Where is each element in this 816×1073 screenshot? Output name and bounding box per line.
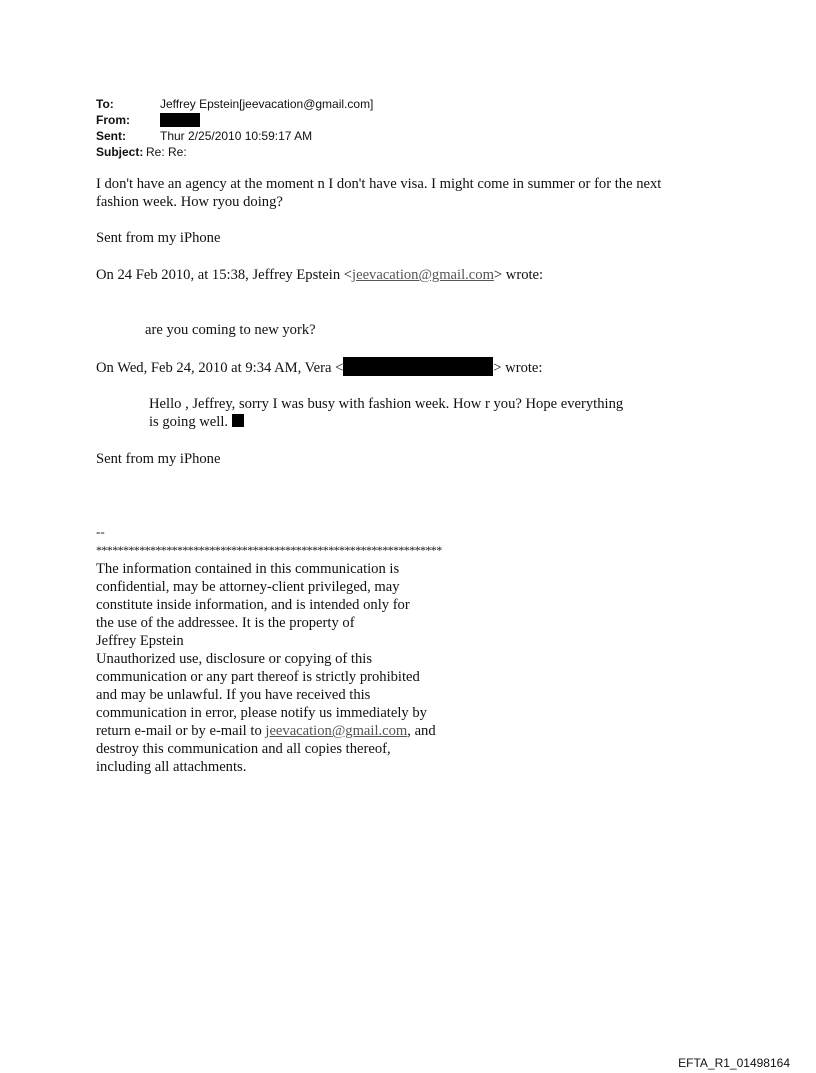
quote1-email-link[interactable]: jeevacation@gmail.com: [352, 267, 494, 283]
body-line-2: fashion week. How ryou doing?: [96, 194, 283, 210]
disclaimer-line-4: the use of the addressee. It is the property of: [96, 615, 355, 631]
quote2-prefix: On Wed, Feb 24, 2010 at 9:34 AM, Vera <: [96, 360, 344, 376]
email-header: [96, 96, 373, 160]
disclaimer-line-10-prefix: return e-mail or by e-mail to: [96, 723, 266, 739]
disclaimer-dashes: --: [96, 524, 105, 539]
disclaimer-stars: ****************************************************************: [96, 543, 442, 557]
from-label: From:: [96, 113, 130, 127]
inline-redaction: [232, 414, 244, 427]
disclaimer-line-10-suffix: , and: [407, 723, 436, 739]
signature-2: Sent from my iPhone: [96, 451, 221, 467]
sent-label: Sent:: [96, 129, 126, 143]
body-paragraph: [96, 175, 661, 211]
sent-row: [96, 128, 373, 144]
disclaimer-line-3: constitute inside information, and is intended only for: [96, 597, 410, 613]
disclaimer-text: [96, 560, 436, 776]
quote2-suffix: > wrote:: [493, 360, 543, 376]
quote2-line-2: [149, 413, 623, 431]
disclaimer-line-8: and may be unlawful. If you have received this: [96, 687, 371, 703]
disclaimer-line-12: including all attachments.: [96, 759, 247, 775]
disclaimer-line-10: [96, 722, 436, 740]
disclaimer-line-5: Jeffrey Epstein: [96, 633, 184, 649]
quote2-attribution: [96, 357, 542, 377]
from-redaction: [160, 113, 200, 127]
disclaimer-email-link[interactable]: jeevacation@gmail.com: [265, 723, 408, 739]
quote1-text: are you coming to new york?: [145, 322, 316, 338]
quote1-prefix: On 24 Feb 2010, at 15:38, Jeffrey Epstein <: [96, 267, 353, 283]
subject-row: [96, 144, 373, 160]
signature-1: Sent from my iPhone: [96, 230, 221, 246]
subject-label: Subject:: [96, 145, 144, 159]
disclaimer-line-7: communication or any part thereof is strictly prohibited: [96, 669, 420, 685]
quote2-line-1: Hello , Jeffrey, sorry I was busy with fashion week. How r you? Hope everything: [149, 396, 624, 412]
disclaimer-line-1: The information contained in this communication is: [96, 561, 400, 577]
to-value: Jeffrey Epstein[jeevacation@gmail.com]: [160, 97, 374, 111]
disclaimer-line-11: destroy this communication and all copies thereof,: [96, 741, 391, 757]
quote2-line-2-text: is going well.: [149, 414, 229, 430]
subject-value: Re: Re:: [146, 145, 187, 159]
body-line-1: I don't have an agency at the moment n I don't have visa. I might come in summer or for the next: [96, 176, 662, 192]
to-label: To:: [96, 97, 114, 111]
sent-value: Thur 2/25/2010 10:59:17 AM: [160, 129, 313, 143]
disclaimer-line-2: confidential, may be attorney-client privileged, may: [96, 579, 400, 595]
email-redaction: [343, 357, 493, 376]
to-row: [96, 96, 373, 112]
from-row: [96, 112, 373, 128]
document-id: EFTA_R1_01498164: [678, 1056, 790, 1070]
quote2-text: [149, 395, 623, 431]
quote1-attribution: [96, 266, 543, 284]
disclaimer-line-6: Unauthorized use, disclosure or copying of this: [96, 651, 373, 667]
disclaimer-line-9: communication in error, please notify us immediately by: [96, 705, 427, 721]
quote1-suffix: > wrote:: [493, 267, 544, 283]
